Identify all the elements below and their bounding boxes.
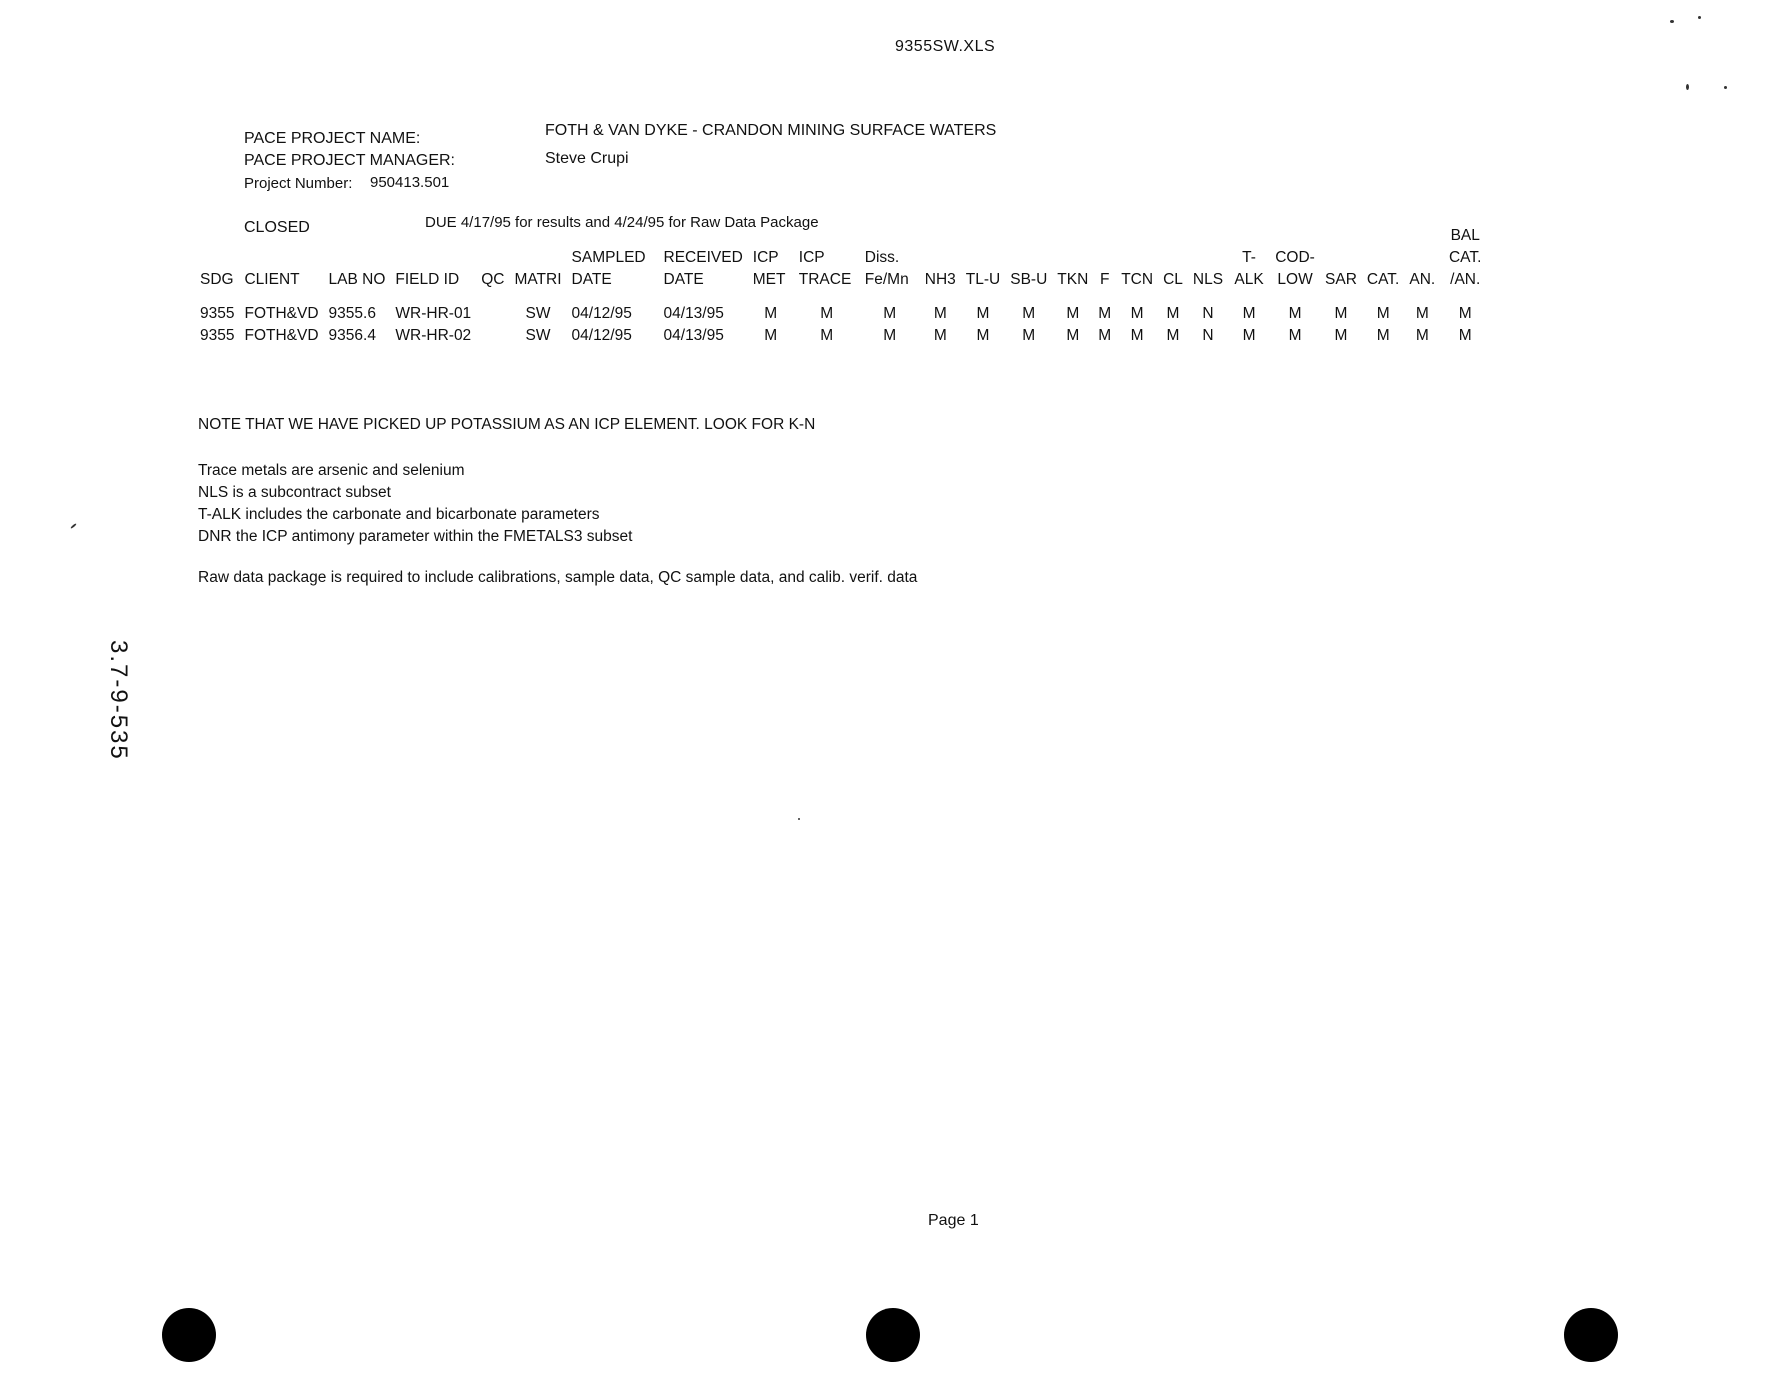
table-cell: M [1242,327,1256,344]
dnr-note: DNR the ICP antimony parameter within the FMETALS3 subset [198,528,633,545]
due-dates: DUE 4/17/95 for results and 4/24/95 for Raw Data Package [425,214,819,231]
table-cell: M [976,327,990,344]
scan-speck [1670,20,1674,23]
col-header: SDG [200,271,234,288]
col-header: LAB NO [328,271,386,288]
project-name-value: FOTH & VAN DYKE - CRANDON MINING SURFACE WATERS [545,122,997,139]
table-cell: 9355.6 [328,305,376,322]
col-header: NH3 [924,271,956,288]
closed-status: CLOSED [244,219,310,236]
potassium-note: NOTE THAT WE HAVE PICKED UP POTASSIUM AS AN ICP ELEMENT. LOOK FOR K-N [198,416,816,433]
table-cell: M [1334,305,1348,322]
table-cell [476,325,509,347]
table-cell: WR-HR-02 [395,327,472,344]
col-header: SAMPLED DATE [571,249,646,288]
table-cell: M [764,327,778,344]
table-cell: 04/13/95 [663,327,724,344]
table-cell: M [1458,327,1472,344]
table-cell: M [1376,327,1390,344]
scan-speck [1686,84,1689,90]
punch-hole [1564,1308,1618,1362]
col-header: CLIENT [244,271,300,288]
raw-data-note: Raw data package is required to include calibrations, sample data, QC sample data, and calib. verif. data [198,569,918,586]
table-cell: M [1415,305,1429,322]
table-cell: M [933,327,947,344]
table-cell [476,303,509,325]
table-cell: M [1458,305,1472,322]
col-header: TL-U [965,271,1001,288]
punch-hole [162,1308,216,1362]
table-cell: M [1098,327,1112,344]
table-cell: M [1415,327,1429,344]
table-cell: M [1166,305,1180,322]
col-header: TCN [1121,271,1154,288]
table-cell: M [1066,305,1080,322]
table-cell: M [1288,305,1302,322]
table-cell: M [1066,327,1080,344]
table-row [195,325,1490,347]
project-manager-label: PACE PROJECT MANAGER: [244,152,455,169]
table-cell: M [1288,327,1302,344]
punch-hole [866,1308,920,1362]
project-number-value: 950413.501 [370,174,450,191]
file-title: 9355SW.XLS [895,38,996,55]
col-header: MATRI [514,271,562,288]
table-cell: N [1202,327,1214,344]
samples-table [195,225,1490,347]
col-header: F [1100,271,1110,288]
table-cell: M [1334,327,1348,344]
table-cell: M [883,327,897,344]
table-cell: 04/12/95 [571,305,632,322]
table-cell: M [883,305,897,322]
col-header: ICP TRACE [798,249,852,288]
col-header: CL [1163,271,1183,288]
table-cell: M [1166,327,1180,344]
table-cell: M [1376,305,1390,322]
table-cell: M [820,327,834,344]
table-cell: M [764,305,778,322]
table-cell: M [1130,327,1144,344]
table-cell: 9355 [200,327,235,344]
table-cell: M [976,305,990,322]
table-cell: 9356.4 [328,327,376,344]
col-header: AN. [1409,271,1436,288]
table-row [195,303,1490,325]
col-header: QC [481,271,505,288]
col-header: NLS [1192,271,1224,288]
table-cell: FOTH&VD [244,327,319,344]
col-header: TKN [1057,271,1089,288]
project-name-label: PACE PROJECT NAME: [244,130,421,147]
scan-speck [798,818,800,820]
col-header: SAR [1325,271,1357,288]
table-cell: M [1130,305,1144,322]
table-cell: FOTH&VD [244,305,319,322]
scan-speck [1724,86,1727,89]
table-cell: M [1022,327,1036,344]
table-cell: M [1022,305,1036,322]
col-header: T- ALK [1234,249,1264,288]
col-header: SB-U [1010,271,1048,288]
table-cell: 9355 [200,305,235,322]
table-cell: M [820,305,834,322]
page-number: Page 1 [928,1212,979,1229]
nls-note: NLS is a subcontract subset [198,484,391,501]
table-cell: SW [525,327,551,344]
trace-metals-note: Trace metals are arsenic and selenium [198,462,465,479]
table-cell: N [1202,305,1214,322]
col-header: BAL CAT. /AN. [1448,227,1482,288]
talk-note: T-ALK includes the carbonate and bicarbonate parameters [198,506,600,523]
table-cell: WR-HR-01 [395,305,472,322]
table-cell: SW [525,305,551,322]
table-cell: 04/13/95 [663,305,724,322]
col-header: RECEIVED DATE [663,249,743,288]
scan-speck [70,523,77,529]
table-cell: M [933,305,947,322]
table-cell: M [1098,305,1112,322]
project-manager-value: Steve Crupi [545,150,629,167]
table-cell: M [1242,305,1256,322]
col-header: COD- LOW [1275,249,1315,288]
col-header: Diss. Fe/Mn [864,249,909,288]
table-cell: 04/12/95 [571,327,632,344]
table-header-row [195,225,1490,303]
col-header: ICP MET [752,249,786,288]
col-header: CAT. [1366,271,1400,288]
margin-page-number: 3.7-9-535 [105,640,132,761]
col-header: FIELD ID [395,271,460,288]
project-number-label: Project Number: [244,175,353,192]
scan-speck [1698,16,1701,19]
